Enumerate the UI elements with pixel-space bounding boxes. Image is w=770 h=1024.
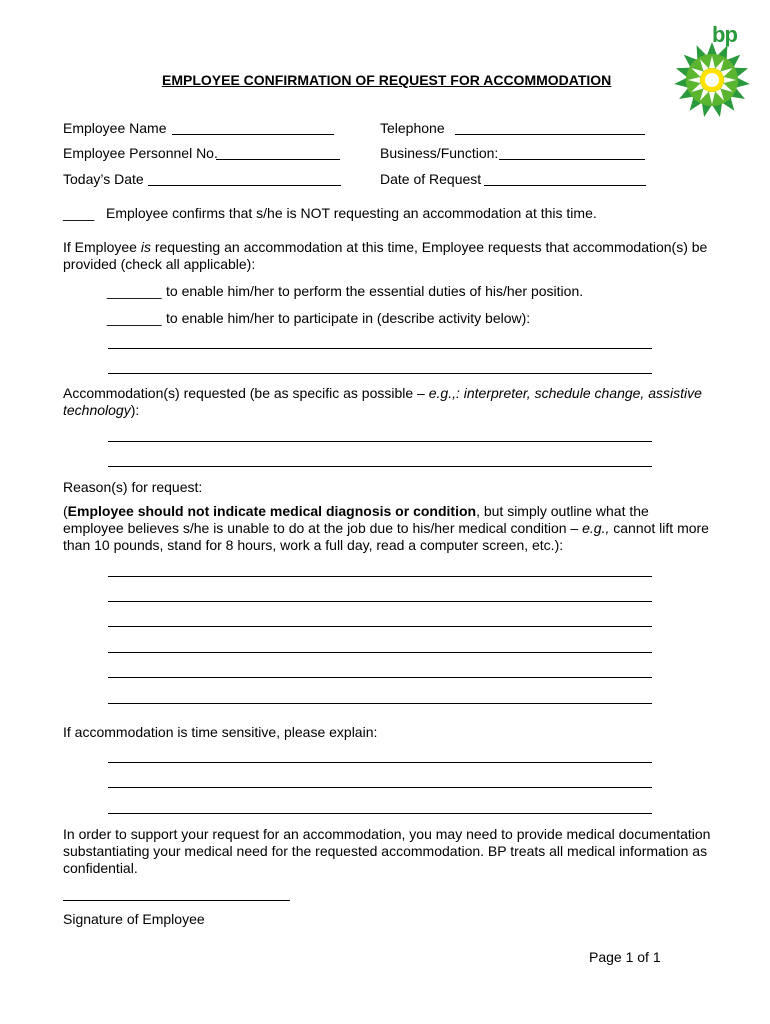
business-function-label: Business/Function:	[380, 145, 499, 161]
reason-line-2[interactable]	[108, 601, 652, 602]
employee-name-label: Employee Name	[63, 120, 167, 136]
bp-helios-logo-icon	[672, 24, 752, 120]
reason-line-1[interactable]	[108, 576, 652, 577]
page-number: Page 1 of 1	[589, 949, 661, 965]
date-of-request-label: Date of Request	[380, 171, 482, 187]
option-checkbox-duties[interactable]: _______	[107, 283, 162, 299]
personnel-no-field[interactable]	[216, 159, 340, 160]
telephone-field[interactable]	[455, 134, 645, 135]
reason-line-6[interactable]	[108, 703, 652, 704]
reason-line-5[interactable]	[108, 677, 652, 678]
reasons-note: (Employee should not indicate medical diagnosis or condition, but simply outline what the employee believes s/he is unable to do at the job due to his/her medical condition – e.g., cannot lift more than 10 pounds, stand for 8 hours, work a full day, read a computer screen, etc.):	[63, 503, 709, 553]
time-sensitive-line-2[interactable]	[108, 787, 652, 788]
option-text-duties: to enable him/her to perform the essential duties of his/her position.	[166, 283, 584, 299]
todays-date-field[interactable]	[148, 185, 341, 186]
documentation-notice: In order to support your request for an accommodation, you may need to provide medical documentation substantiating your medical need for the requested accommodation. BP treats all medical information as confidential.	[63, 826, 711, 876]
option-checkbox-participate[interactable]: _______	[107, 310, 162, 326]
business-function-field[interactable]	[499, 159, 645, 160]
reasons-label: Reason(s) for request:	[63, 479, 203, 495]
todays-date-label: Today’s Date	[63, 171, 144, 187]
signature-field[interactable]	[63, 900, 290, 901]
time-sensitive-label: If accommodation is time sensitive, please explain:	[63, 724, 378, 740]
activity-line-2[interactable]	[108, 373, 652, 374]
date-of-request-field[interactable]	[484, 185, 646, 186]
signature-label: Signature of Employee	[63, 911, 205, 927]
reason-line-3[interactable]	[108, 626, 652, 627]
reason-line-4[interactable]	[108, 652, 652, 653]
accommodation-line-1[interactable]	[108, 441, 652, 442]
personnel-no-label: Employee Personnel No.	[63, 145, 218, 161]
employee-name-field[interactable]	[172, 134, 334, 135]
option-text-participate: to enable him/her to participate in (describe activity below):	[166, 310, 531, 326]
accommodations-requested-label: Accommodation(s) requested (be as specific as possible – e.g.,: interpreter, schedule change, assistive technology):	[63, 385, 702, 418]
requesting-intro: If Employee is requesting an accommodation at this time, Employee requests that accommodation(s) be provided (check all applicable):	[63, 239, 708, 272]
form-title: EMPLOYEE CONFIRMATION OF REQUEST FOR ACCOMMODATION	[162, 72, 612, 88]
time-sensitive-line-3[interactable]	[108, 813, 652, 814]
bp-logo-text: bp	[712, 22, 737, 47]
telephone-label: Telephone	[380, 120, 445, 136]
accommodation-line-2[interactable]	[108, 466, 652, 467]
activity-line-1[interactable]	[108, 348, 652, 349]
not-requesting-text: Employee confirms that s/he is NOT requesting an accommodation at this time.	[106, 205, 597, 221]
not-requesting-checkbox[interactable]: ____	[63, 205, 95, 221]
time-sensitive-line-1[interactable]	[108, 762, 652, 763]
